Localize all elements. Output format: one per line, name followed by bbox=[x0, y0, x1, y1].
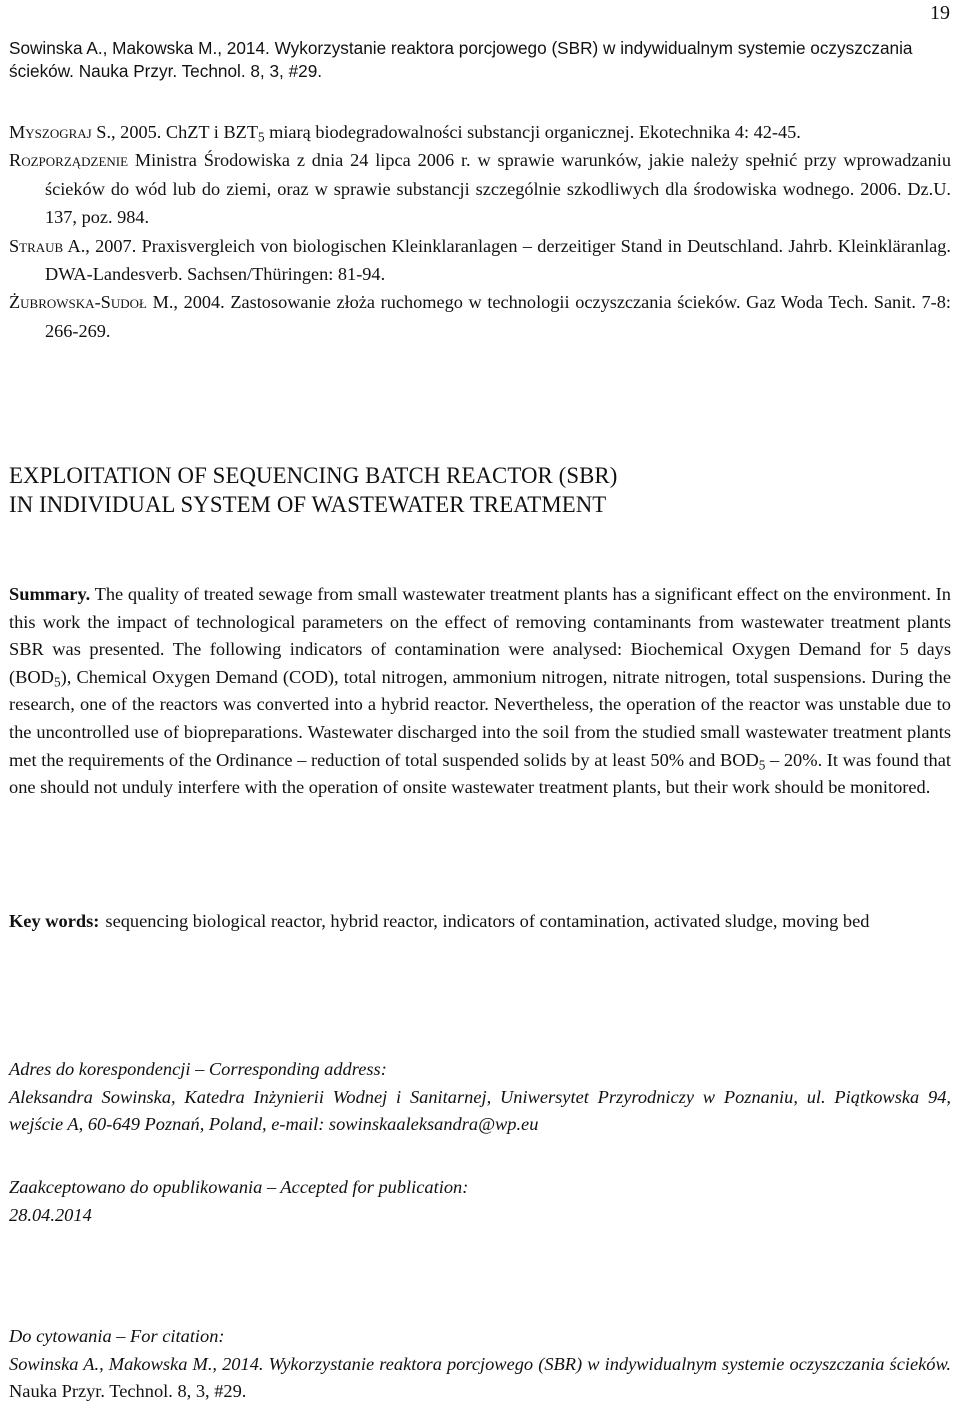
reference-author: Rozporządzenie bbox=[9, 150, 129, 171]
address-text: Aleksandra Sowinska, Katedra Inżynierii Wodnej i Sanitarnej, Uniwersytet Przyrodniczy w Poznaniu, ul. Piątkowska 94, wejście A, 60-649 Poznań, Poland, e-mail: sowinskaaleksandra@wp.eu bbox=[9, 1086, 951, 1135]
reference-author: Żubrowska-Sudoł M., 2004. bbox=[9, 292, 225, 313]
citation-text: Sowinska A., Makowska M., 2014. Wykorzystanie reaktora porcjowego (SBR) w indywidualnym systemie oczyszczania ścieków. Nauka Przyr. Technol. 8, 3, #29. bbox=[9, 1353, 951, 1402]
reference-author: Myszograj S., 2005. bbox=[9, 122, 162, 142]
reference-item: Rozporządzenie Ministra Środowiska z dnia 24 lipca 2006 r. w sprawie warunków, jakie należy spełnić przy wprowadzaniu ścieków do wód lub do ziemi, oraz w sprawie substancji szczególnie szkodliwych dla środowiska wodnego. 2006. Dz.U. 137, poz. 984. bbox=[9, 150, 951, 228]
english-title bbox=[9, 461, 951, 519]
citation-label: Do cytowania – For citation: bbox=[9, 1326, 225, 1346]
accepted-date: 28.04.2014 bbox=[9, 1205, 92, 1225]
address-label: Adres do korespondencji – Corresponding address: bbox=[9, 1059, 387, 1079]
correspondence-address bbox=[9, 1056, 951, 1139]
acceptance-note bbox=[9, 1173, 951, 1229]
reference-item: Myszograj S., 2005. ChZT i $BZT_5$ miarą biodegradowalności substancji organicznej. Ekotechnika 4: 42-45. bbox=[9, 122, 801, 145]
reference-item: Straub A., 2007. Praxisvergleich von biologischen Kleinklaranlagen – derzeitiger Stand in Deutschland. Jahrb. Kleinkläranlag. DWA-Landesverb. Sachsen/Thüringen: 81-94. bbox=[9, 235, 951, 285]
accepted-label: Zaakceptowano do opublikowania – Accepted for publication: bbox=[9, 1177, 469, 1197]
running-head: Sowinska A., Makowska M., 2014. Wykorzystanie reaktora porcjowego (SBR) w indywidualnym systemie oczyszczania ścieków. Nauka Przyr. Technol. 8, 3, #29. bbox=[9, 38, 913, 81]
summary-label: Summary. bbox=[9, 584, 91, 604]
page-number: 19 bbox=[930, 2, 950, 24]
keywords bbox=[9, 907, 951, 935]
keywords-text: sequencing biological reactor, hybrid reactor, indicators of contamination, activated sludge, moving bed bbox=[105, 911, 870, 931]
citation bbox=[9, 1323, 951, 1406]
title-line: EXPLOITATION OF SEQUENCING BATCH REACTOR (SBR) bbox=[9, 463, 618, 488]
keywords-label: Key words: bbox=[9, 911, 100, 931]
summary-paragraph: Summary. The quality of treated sewage from small wastewater treatment plants has a significant effect on the environment. In this work the impact of technological parameters on the effect of removing contaminants from wastewater treatment plants SBR was presented. The following indicators of contamination were analysed: Biochemical Oxygen Demand for 5 days $(BOD_5)$, Chemical Oxygen Demand (COD), total nitrogen, ammonium nitrogen, nitrate nitrogen, total suspensions. During the research, one of the reactors was converted into a hybrid reactor. Nevertheless, the operation of the reactor was unstable due to the uncontrolled use of biopreparations. Wastewater discharged into the soil from the studied small wastewater treatment plants met the requirements of the Ordinance – reduction of total suspended solids by at least 50% and $BOD_5 - 20\%$. It was found that one should not unduly interfere with the operation of onsite wastewater treatment plants, but their work should be monitored. bbox=[9, 584, 952, 798]
reference-item: Żubrowska-Sudoł M., 2004. Zastosowanie złoża ruchomego w technologii oczyszczania ścieków. Gaz Woda Tech. Sanit. 7-8: 266-269. bbox=[9, 292, 951, 341]
title-line: IN INDIVIDUAL SYSTEM OF WASTEWATER TREATMENT bbox=[9, 492, 607, 517]
reference-list bbox=[9, 118, 951, 345]
reference-author: Straub A., 2007. bbox=[9, 235, 137, 256]
